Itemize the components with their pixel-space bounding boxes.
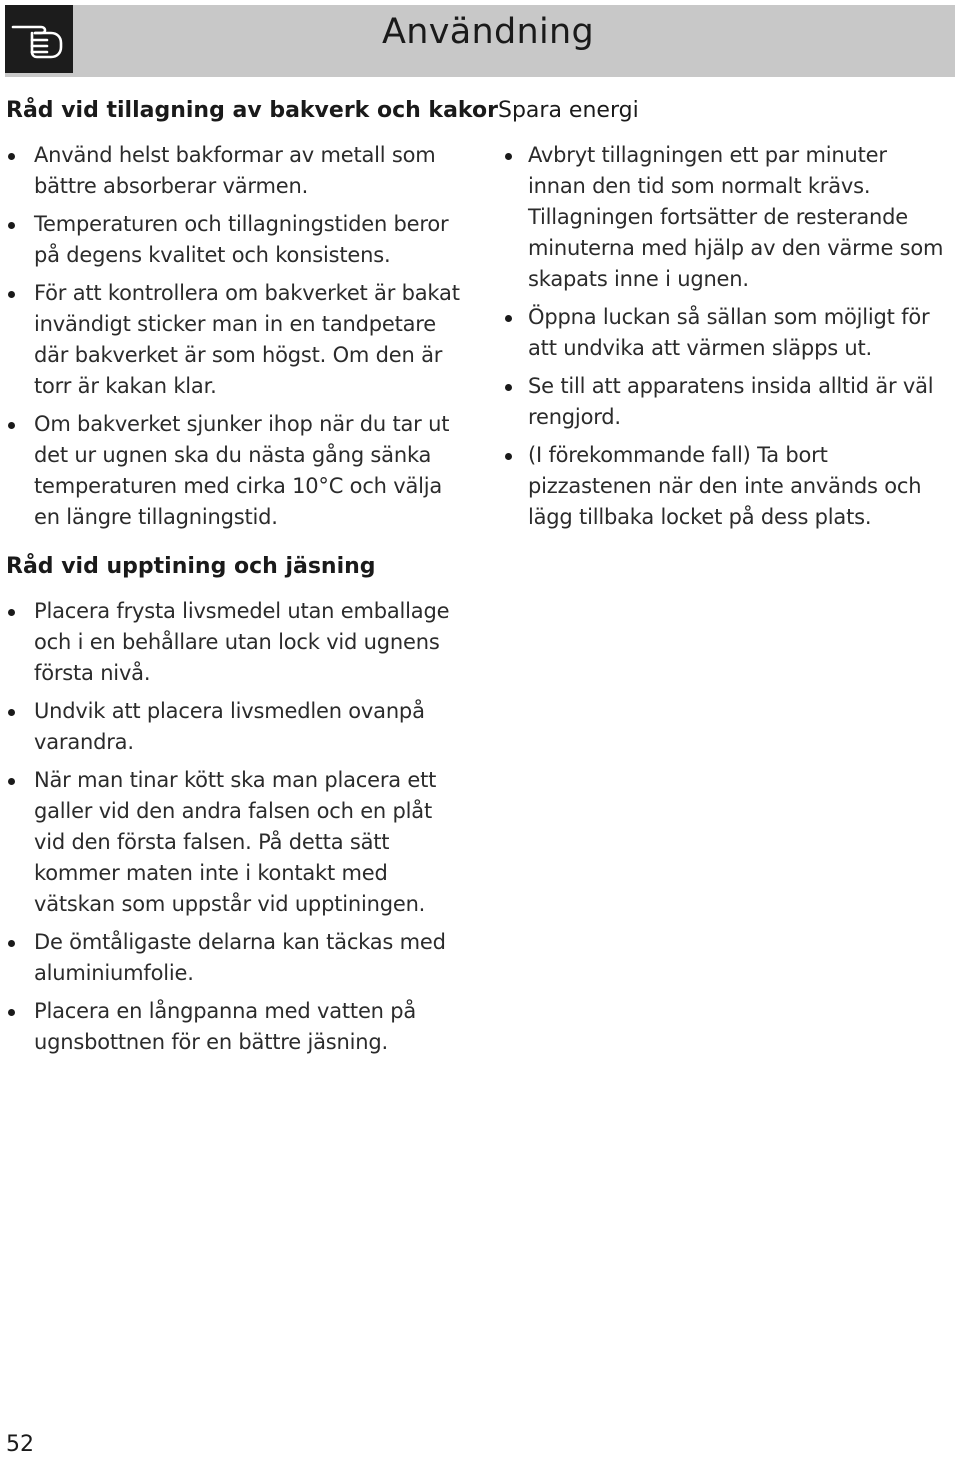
- page-title: Användning: [382, 12, 594, 52]
- list-item: För att kontrollera om bakverket är bakat invändigt sticker man in en tandpetare där bakverket är som högst. Om den är torr är kakan klar.: [6, 278, 468, 402]
- pointing-hand-icon: [11, 19, 67, 59]
- left-column-section-two: [6, 552, 468, 1065]
- list-item: Om bakverket sjunker ihop när du tar ut det ur ugnen ska du nästa gång sänka temperaturen med cirka 10°C och välja en längre tillagningstid.: [6, 409, 468, 533]
- list-item: Använd helst bakformar av metall som bättre absorberar värmen.: [6, 140, 468, 202]
- list-item: När man tinar kött ska man placera ett galler vid den andra falsen och en plåt vid den första falsen. På detta sätt kommer maten inte i kontakt med vätskan som uppstår vid upptiningen.: [6, 765, 468, 920]
- bullet-icon: [8, 709, 15, 716]
- bullet-icon: [8, 222, 15, 229]
- bullet-icon: [505, 153, 512, 160]
- bullet-icon: [8, 609, 15, 616]
- list-item: Se till att apparatens insida alltid är väl rengjord.: [498, 371, 950, 433]
- bullet-icon: [8, 1009, 15, 1016]
- bullet-icon: [8, 153, 15, 160]
- bullet-icon: [505, 315, 512, 322]
- list-item: Temperaturen och tillagningstiden beror på degens kvalitet och konsistens.: [6, 209, 468, 271]
- header-icon-box: [5, 5, 73, 73]
- list-item: (I förekommande fall) Ta bort pizzastenen när den inte används och lägg tillbaka locket på dess plats.: [498, 440, 950, 533]
- left-column: [6, 96, 498, 540]
- list-item: De ömtåligaste delarna kan täckas med aluminiumfolie.: [6, 927, 468, 989]
- thawing-tips-list: [6, 596, 468, 1058]
- baking-tips-list: [6, 140, 468, 533]
- energy-tips-list: [498, 140, 950, 533]
- list-item: Placera frysta livsmedel utan emballage och i en behållare utan lock vid ugnens första nivå.: [6, 596, 468, 689]
- page-number: 52: [6, 1432, 34, 1457]
- section-heading-baking: Råd vid tillagning av bakverk och kakor: [6, 98, 498, 123]
- section-heading-energy: Spara energi: [498, 98, 639, 123]
- bullet-icon: [8, 778, 15, 785]
- bullet-icon: [505, 453, 512, 460]
- section-heading-thawing: Råd vid upptining och jäsning: [6, 554, 376, 579]
- bullet-icon: [8, 940, 15, 947]
- bullet-icon: [8, 291, 15, 298]
- bullet-icon: [8, 422, 15, 429]
- list-item: Undvik att placera livsmedlen ovanpå varandra.: [6, 696, 468, 758]
- list-item: Öppna luckan så sällan som möjligt för att undvika att värmen släpps ut.: [498, 302, 950, 364]
- right-column: [498, 96, 950, 540]
- list-item: Avbryt tillagningen ett par minuter innan den tid som normalt krävs. Tillagningen fortsätter de resterande minuterna med hjälp av den värme som skapats inne i ugnen.: [498, 140, 950, 295]
- list-item: Placera en långpanna med vatten på ugnsbottnen för en bättre jäsning.: [6, 996, 468, 1058]
- bullet-icon: [505, 384, 512, 391]
